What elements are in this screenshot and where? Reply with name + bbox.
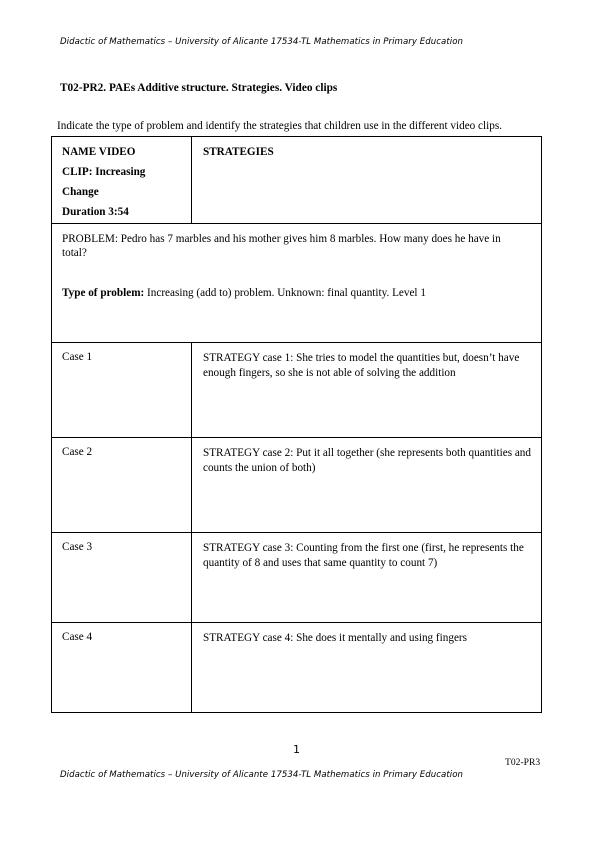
strategies-table bbox=[51, 136, 542, 713]
table-row bbox=[52, 533, 541, 623]
problem-type bbox=[62, 286, 523, 300]
strategies-header-cell bbox=[192, 137, 541, 223]
video-duration: Duration 3:54 bbox=[62, 206, 129, 218]
case-strategy: STRATEGY case 4: She does it mentally and using fingers bbox=[203, 632, 468, 644]
page-header: Didactic of Mathematics – University of Alicante 17534-TL Mathematics in Primary Education bbox=[60, 37, 464, 47]
video-info-cell bbox=[52, 137, 192, 223]
problem-text: PROBLEM: Pedro has 7 marbles and his mother gives him 8 marbles. How many does he have in total? bbox=[62, 233, 501, 259]
case-strategy-cell bbox=[192, 438, 541, 532]
video-clip-label-cont: Change bbox=[62, 186, 99, 198]
page-footer: Didactic of Mathematics – University of Alicante 17534-TL Mathematics in Primary Education bbox=[60, 770, 464, 780]
case-label: Case 1 bbox=[62, 351, 93, 363]
case-strategy: STRATEGY case 2: Put it all together (she represents both quantities and counts the union of both) bbox=[203, 447, 531, 474]
document-title: T02-PR2. PAEs Additive structure. Strategies. Video clips bbox=[60, 82, 338, 94]
table-header-row bbox=[52, 137, 541, 224]
case-label: Case 4 bbox=[62, 631, 93, 643]
case-strategy: STRATEGY case 1: She tries to model the quantities but, doesn’t have enough fingers, so she is not able of solving the addition bbox=[203, 352, 520, 379]
table-row bbox=[52, 438, 541, 533]
instructions-text: Indicate the type of problem and identify the strategies that children use in the different video clips. bbox=[57, 120, 502, 132]
case-label: Case 3 bbox=[62, 541, 93, 553]
table-row bbox=[52, 623, 541, 712]
case-label-cell bbox=[52, 533, 192, 622]
video-name-label: NAME VIDEO bbox=[62, 146, 136, 158]
problem-type-value: Increasing (add to) problem. Unknown: final quantity. Level 1 bbox=[144, 287, 426, 299]
case-label-cell bbox=[52, 623, 192, 712]
case-label-cell bbox=[52, 343, 192, 437]
video-clip-label: CLIP: Increasing bbox=[62, 166, 146, 178]
case-strategy-cell bbox=[192, 623, 541, 712]
case-strategy: STRATEGY case 3: Counting from the first one (first, he represents the quantity of 8 and uses that same quantity to count 7) bbox=[203, 542, 524, 569]
page-number: 1 bbox=[293, 743, 300, 756]
problem-type-label: Type of problem: bbox=[62, 287, 145, 299]
case-strategy-cell bbox=[192, 343, 541, 437]
case-strategy-cell bbox=[192, 533, 541, 622]
table-row bbox=[52, 343, 541, 438]
problem-row bbox=[52, 224, 541, 343]
strategies-header: STRATEGIES bbox=[203, 146, 274, 158]
case-label: Case 2 bbox=[62, 446, 93, 458]
page-code: T02-PR3 bbox=[505, 757, 541, 768]
case-label-cell bbox=[52, 438, 192, 532]
